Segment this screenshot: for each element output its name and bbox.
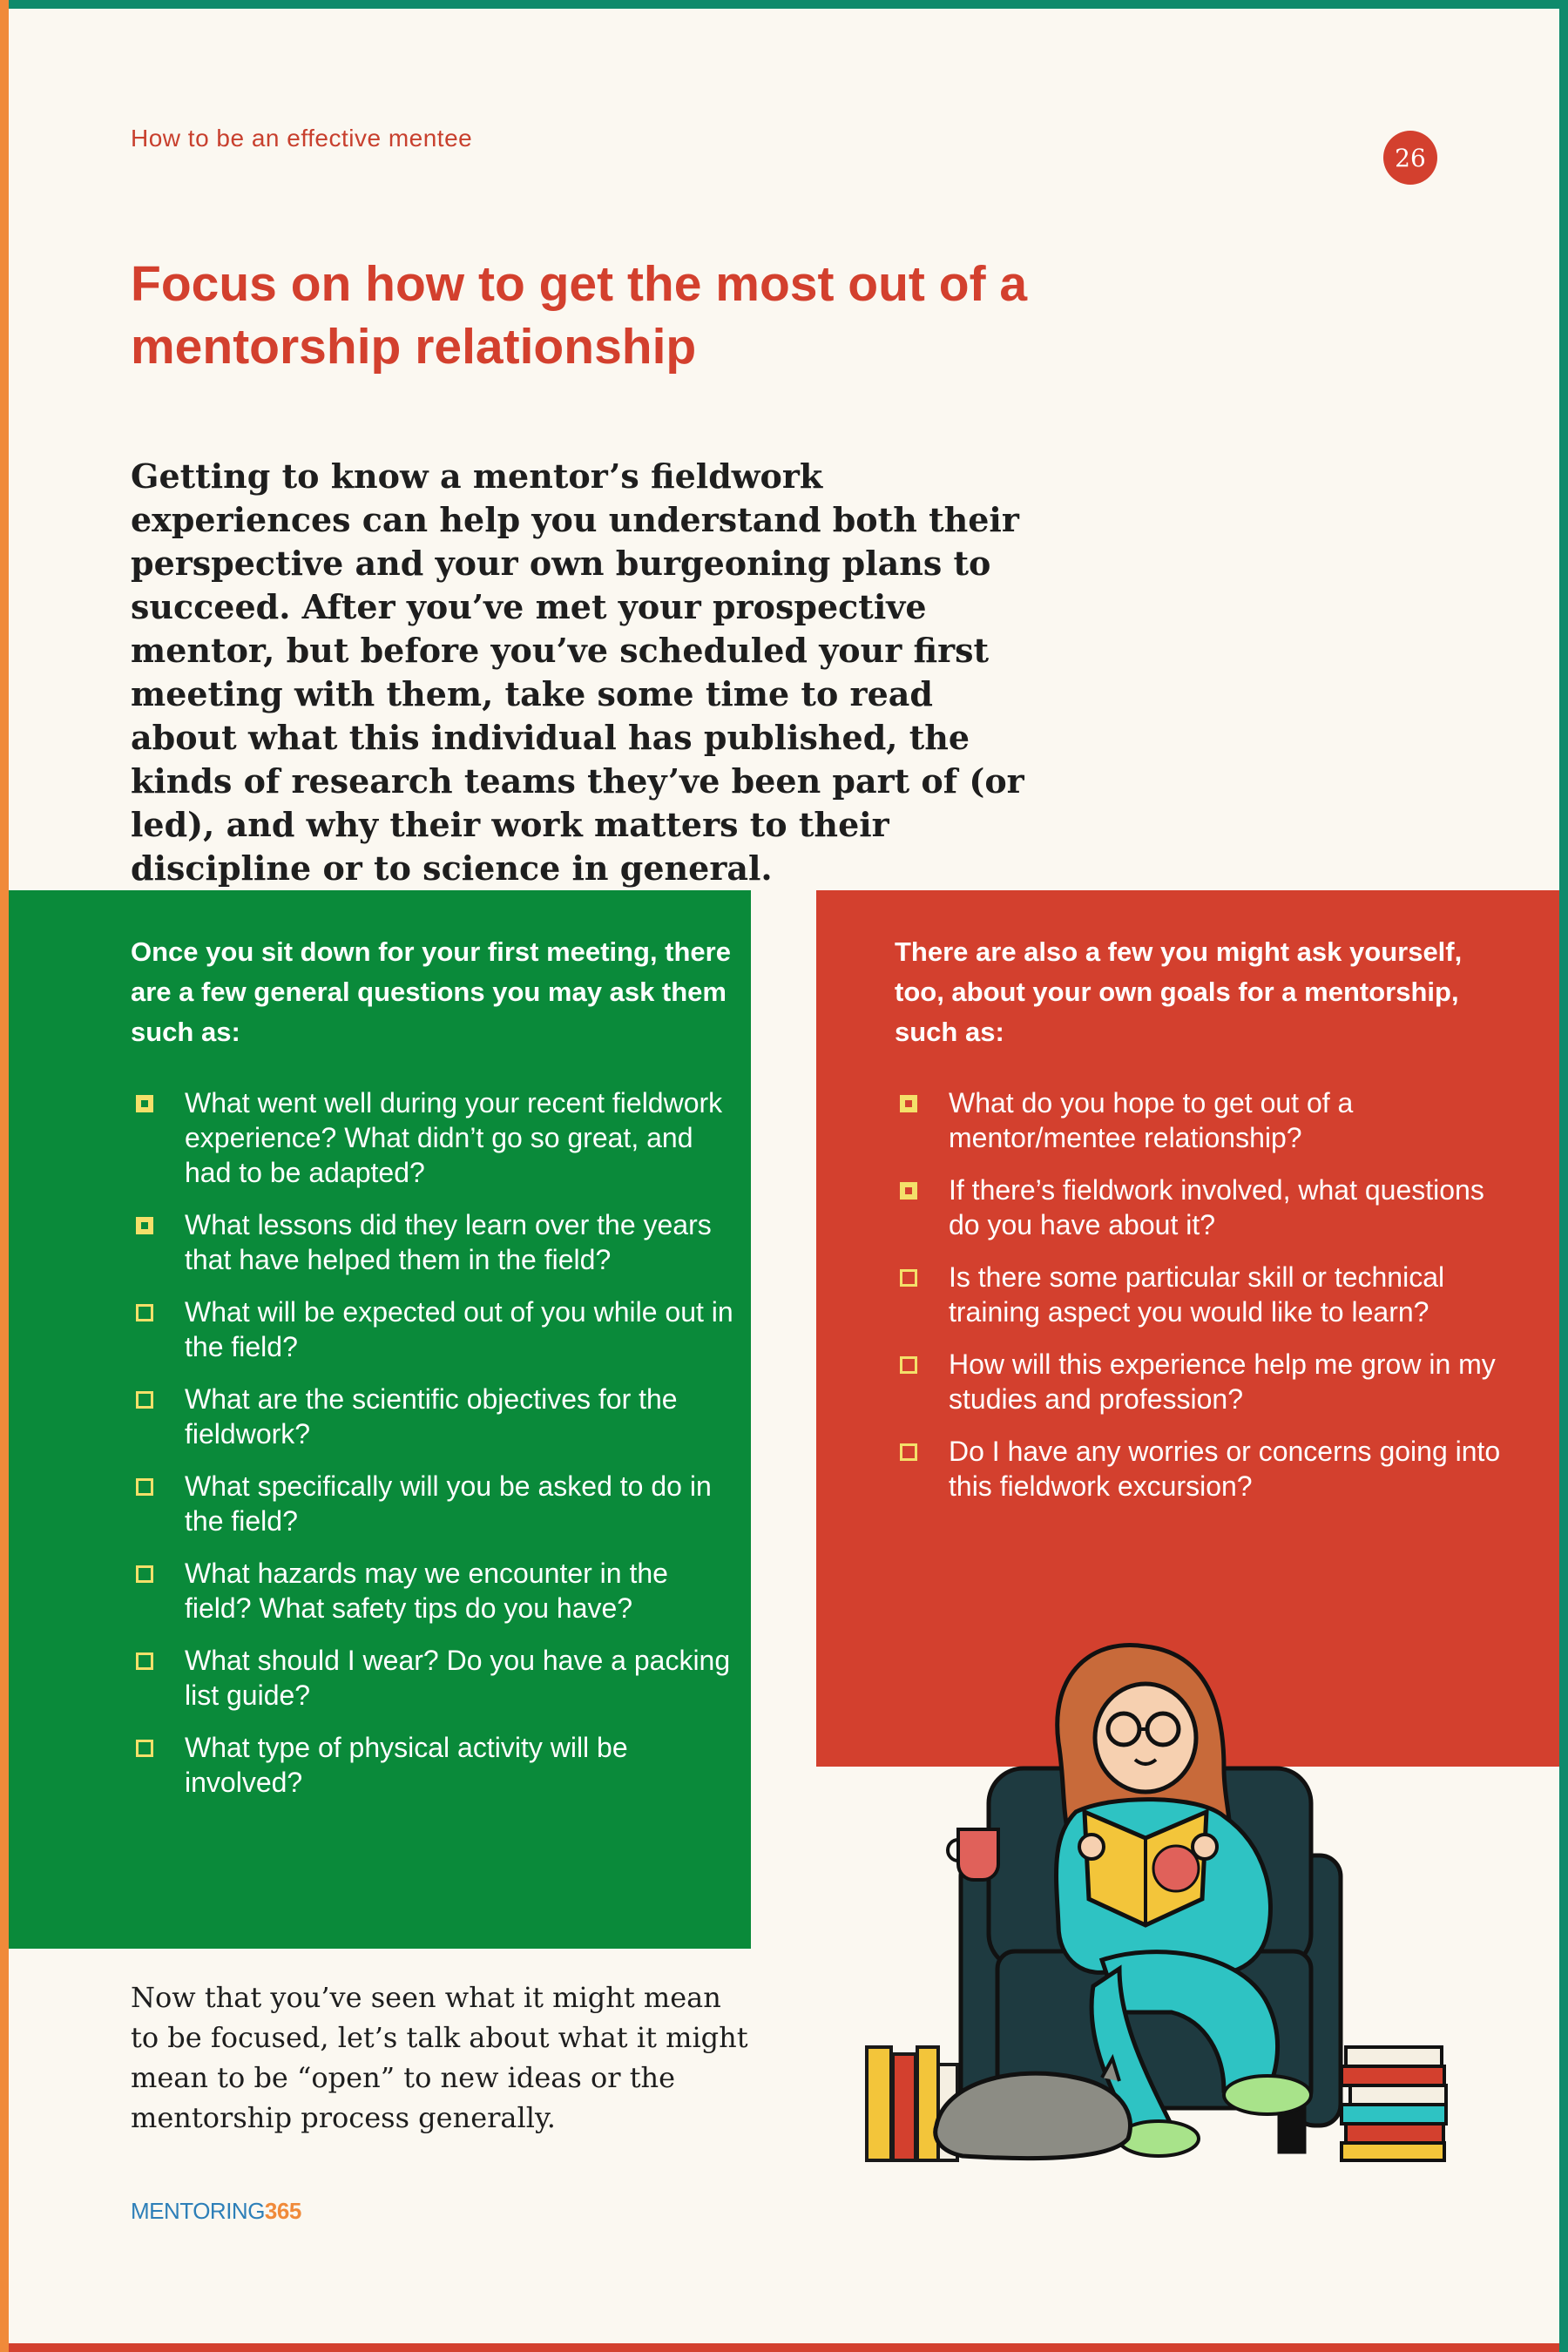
square-bullet-icon bbox=[136, 1478, 153, 1496]
list-item bbox=[131, 1085, 740, 1190]
square-bullet-icon bbox=[900, 1095, 917, 1112]
right-border bbox=[1559, 0, 1568, 2352]
self-questions-heading: There are also a few you might ask yourself, too, about your own goals for a mentorship, such as: bbox=[895, 936, 1463, 1047]
list-item bbox=[895, 1173, 1504, 1242]
bottom-border bbox=[0, 2343, 1568, 2352]
list-item bbox=[895, 1260, 1504, 1329]
list-item-text: What should I wear? Do you have a packing list guide? bbox=[185, 1645, 731, 1711]
list-item bbox=[895, 1347, 1504, 1416]
logo-text: MENTORING bbox=[131, 2198, 265, 2224]
list-item-text: What went well during your recent fieldwork experience? What didn’t go so great, and had to be adapted? bbox=[185, 1087, 723, 1188]
logo-number: 365 bbox=[264, 2198, 301, 2224]
square-bullet-icon bbox=[136, 1391, 153, 1409]
list-item-text: Is there some particular skill or technical training aspect you would like to learn? bbox=[949, 1261, 1445, 1328]
list-item bbox=[131, 1730, 740, 1800]
square-bullet-icon bbox=[136, 1565, 153, 1583]
mentor-questions-list bbox=[131, 1085, 740, 1817]
closing-paragraph: Now that you’ve seen what it might mean to be focused, let’s talk about what it might mean to be “open” to new ideas or the mentorship process generally. bbox=[131, 1981, 748, 2134]
list-item-text: How will this experience help me grow in my studies and profession? bbox=[949, 1348, 1496, 1415]
list-item bbox=[131, 1556, 740, 1625]
list-item-text: What type of physical activity will be involved? bbox=[185, 1732, 628, 1798]
list-item-text: What hazards may we encounter in the field? What safety tips do you have? bbox=[185, 1558, 668, 1624]
square-bullet-icon bbox=[136, 1095, 153, 1112]
list-item bbox=[131, 1382, 740, 1451]
running-title: How to be an effective mentee bbox=[131, 125, 473, 152]
list-item-text: If there’s fieldwork involved, what questions do you have about it? bbox=[949, 1174, 1484, 1240]
list-item-text: What do you hope to get out of a mentor/mentee relationship? bbox=[949, 1087, 1354, 1153]
list-item bbox=[895, 1434, 1504, 1504]
list-item-text: What are the scientific objectives for the fieldwork? bbox=[185, 1383, 678, 1450]
square-bullet-icon bbox=[900, 1443, 917, 1461]
square-bullet-icon bbox=[136, 1652, 153, 1670]
square-bullet-icon bbox=[900, 1182, 917, 1200]
list-item bbox=[131, 1207, 740, 1277]
page-number-badge: 26 bbox=[1383, 131, 1437, 185]
square-bullet-icon bbox=[136, 1217, 153, 1234]
top-border bbox=[0, 0, 1568, 9]
list-item bbox=[131, 1294, 740, 1364]
mentor-questions-panel bbox=[9, 890, 751, 1949]
list-item-text: What specifically will you be asked to do in the field? bbox=[185, 1470, 712, 1537]
list-item bbox=[131, 1469, 740, 1538]
self-questions-panel bbox=[816, 890, 1559, 1767]
square-bullet-icon bbox=[136, 1740, 153, 1757]
mentoring365-logo bbox=[131, 2198, 301, 2225]
page-title: Focus on how to get the most out of a mentorship relationship bbox=[131, 256, 1028, 375]
reading-woman-illustration bbox=[858, 1638, 1468, 2169]
list-item bbox=[895, 1085, 1504, 1155]
left-border bbox=[0, 0, 9, 2352]
square-bullet-icon bbox=[900, 1356, 917, 1374]
mentor-questions-heading: Once you sit down for your first meeting, there are a few general questions you may ask them such as: bbox=[131, 936, 731, 1047]
list-item bbox=[131, 1643, 740, 1713]
list-item-text: Do I have any worries or concerns going into this fieldwork excursion? bbox=[949, 1436, 1501, 1502]
square-bullet-icon bbox=[900, 1269, 917, 1287]
list-item-text: What will be expected out of you while out in the field? bbox=[185, 1296, 733, 1362]
self-questions-list bbox=[895, 1085, 1504, 1521]
list-item-text: What lessons did they learn over the years that have helped them in the field? bbox=[185, 1209, 712, 1275]
square-bullet-icon bbox=[136, 1304, 153, 1321]
intro-paragraph: Getting to know a mentor’s fieldwork experiences can help you understand both their perspective and your own burgeoning plans to succeed. After you’ve met your prospective mentor, but before you’ve scheduled your first meeting with them, take some time to read about what this individual has published, the kinds of research teams they’ve been part of (or led), and why their work matters to their discipline or to science in general. bbox=[131, 456, 1024, 888]
